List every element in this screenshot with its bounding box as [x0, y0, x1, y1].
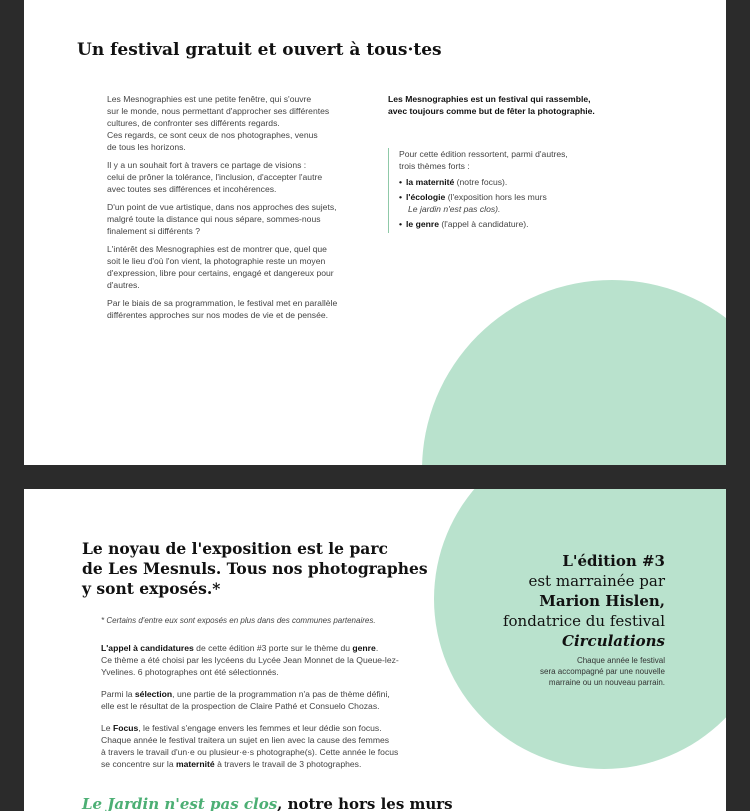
themes-list: [399, 176, 639, 230]
body-text: [101, 642, 441, 776]
theme-item-ecologie: • l'écologie (l'exposition hors les murs Le jardin n'est pas clos).: [399, 191, 639, 215]
paragraph-1: Les Mesnographies est une petite fenêtre, qui s'ouvre sur le monde, nous permettant d'approcher ses différentes cultures, de confronter ses différents regards. Ces regards, ce sont ceux de nos photographes, venus de tous les horizons.: [107, 94, 330, 152]
marraine-sidebar: L'édition #3 est marrainée par Marion Hislen, fondatrice du festival Circulations Chaque année le festival sera accompagné par une nouvelle marraine ou un nouveau parrain.: [502, 552, 665, 687]
paragraph-3: D'un point de vue artistique, dans nos approches des sujets, malgré toute la distance qui nous sépare, sommes-nous finalement si différents ?: [107, 202, 337, 236]
bottom-heading: Le Jardin n'est pas clos, notre hors les murs: [82, 795, 453, 811]
decorative-green-circle: [422, 280, 726, 465]
paragraph-2: Il y a un souhait fort à travers ce partage de visions : celui de prôner la tolérance, l'inclusion, d'accepter l'autre avec toutes ses différences et incohérences.: [107, 160, 323, 194]
paragraph-5: Par le biais de sa programmation, le festival met en parallèle différentes approches sur nos modes de vie et de pensée.: [107, 298, 338, 320]
theme-item-maternite: • la maternité (notre focus).: [399, 176, 639, 188]
paragraph-4: L'intérêt des Mesnographies est de montrer que, quel que soit le lieu d'où l'on vient, la photographie reste un moyen d'expression, libre pour certains, engagé et dangereux pour d'autres.: [107, 244, 334, 290]
paragraph-focus: Le Focus, le festival s'engage envers les femmes et leur dédie son focus. Chaque année le festival traitera un sujet en lien avec la cause des femmes à travers le travail d'un·e ou plusieur·e·s photographe(s). Cette année le focus se concentre sur la maternité à travers le travail de 3 photographes.: [101, 723, 399, 769]
paragraph-selection: Parmi la sélection, une partie de la programmation n'a pas de thème défini, elle est le résultat de la prospection de Claire Pathé et Consuelo Chozas.: [101, 689, 390, 711]
theme-item-genre: • le genre (l'appel à candidature).: [399, 218, 639, 230]
document-page-1: [24, 0, 726, 465]
page-2-heading: Le noyau de l'exposition est le parc de Les Mesnuls. Tous nos photographes y sont exposés.*: [82, 539, 428, 598]
footnote: * Certains d'entre eux sont exposés en plus dans des communes partenaires.: [101, 616, 376, 625]
page-1-heading: Un festival gratuit et ouvert à tous·tes: [77, 40, 442, 60]
document-page-2: [24, 489, 726, 811]
paragraph-appel: L'appel à candidatures de cette édition #3 porte sur le thème du genre. Ce thème a été choisi par les lycéens du Lycée Jean Monnet de la Queue-lez- Yvelines. 6 photographes ont été sélectionnés.: [101, 643, 399, 677]
themes-box: Pour cette édition ressortent, parmi d'autres, trois thèmes forts : • la maternité (notre focus). • l'écologie (l'exposition hors les murs Le jardin n'est pas clos). • le genre (l'appel à candidature).: [388, 148, 639, 233]
left-column-text: [107, 93, 367, 327]
right-column-intro: Les Mesnographies est un festival qui rassemble, avec toujours comme but de fêter la photographie.: [388, 94, 595, 116]
